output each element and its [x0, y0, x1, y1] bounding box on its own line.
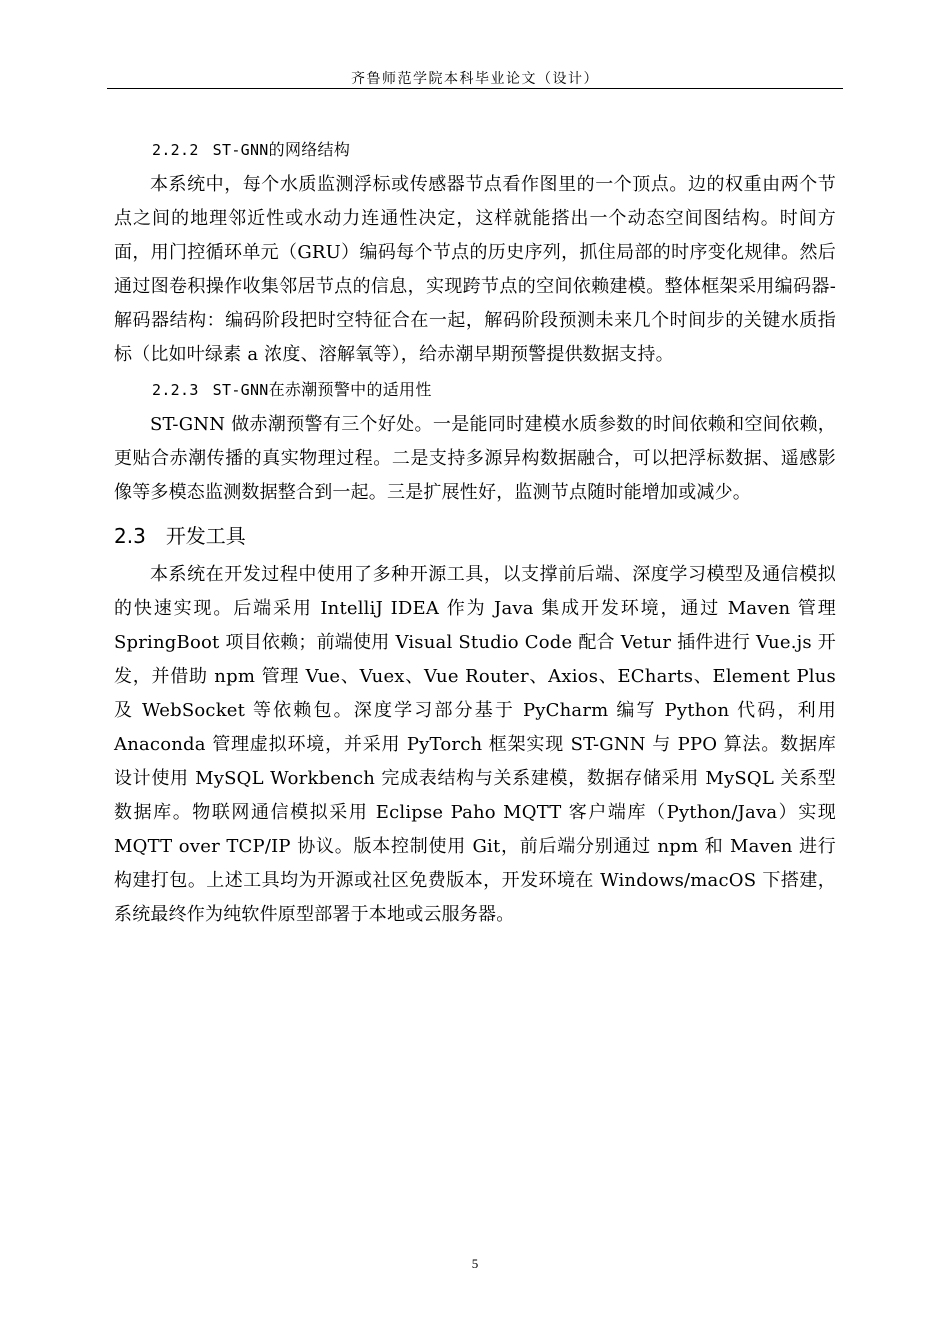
paragraph-network-structure: 本系统中，每个水质监测浮标或传感器节点看作图里的一个顶点。边的权重由两个节点之间的地理邻近性或水动力连通性决定，这样就能搭出一个动态空间图结构。时间方面，用门控循环单元（GRU）编码每个节点的历史序列，抓住局部的时序变化规律。然后通过图卷积操作收集邻居节点的信息，实现跨节点的空间依赖建模。整体框架采用编码器-解码器结构：编码阶段把时空特征合在一起，解码阶段预测未来几个时间步的关键水质指标（比如叶绿素 a 浓度、溶解氧等），给赤潮早期预警提供数据支持。	[114, 174, 836, 365]
page-header-title: 齐鲁师范学院本科毕业论文（设计）	[351, 71, 599, 87]
section-heading-2-3	[114, 518, 836, 554]
subsection-number: 2.2.2	[152, 141, 199, 159]
subsection-title-text: 在赤潮预警中的适用性	[268, 380, 432, 399]
subsection-heading-2-2-2	[114, 132, 836, 168]
section-title: 开发工具	[165, 524, 246, 548]
header-divider	[107, 88, 843, 89]
page-number: 5	[471, 1256, 479, 1271]
document-body	[114, 132, 836, 932]
subsection-title-text: 的网络结构	[268, 140, 351, 159]
subsection-title-latin: ST-GNN	[212, 141, 269, 159]
paragraph-dev-tools: 本系统在开发过程中使用了多种开源工具，以支撑前后端、深度学习模型及通信模拟的快速实现。后端采用 IntelliJ IDEA 作为 Java 集成开发环境，通过 Maven 管理 SpringBoot 项目依赖；前端使用 Visual Studio Code 配合 Vetur 插件进行 Vue.js 开发，并借助 npm 管理 Vue、Vuex、Vue Router、Axios、ECharts、Element Plus 及 WebSocket 等依赖包。深度学习部分基于 PyCharm 编写 Python 代码，利用 Anaconda 管理虚拟环境，并采用 PyTorch 框架实现 ST-GNN 与 PPO 算法。数据库设计使用 MySQL Workbench 完成表结构与关系建模，数据存储采用 MySQL 关系型数据库。物联网通信模拟采用 Eclipse Paho MQTT 客户端库（Python/Java）实现 MQTT over TCP/IP 协议。版本控制使用 Git，前后端分别通过 npm 和 Maven 进行构建打包。上述工具均为开源或社区免费版本，开发环境在 Windows/macOS 下搭建，系统最终作为纯软件原型部署于本地或云服务器。	[114, 564, 836, 925]
section-number: 2.3	[114, 524, 146, 548]
paragraph-applicability: ST-GNN 做赤潮预警有三个好处。一是能同时建模水质参数的时间依赖和空间依赖，更贴合赤潮传播的真实物理过程。二是支持多源异构数据融合，可以把浮标数据、遥感影像等多模态监测数据整合到一起。三是扩展性好，监测节点随时能增加或减少。	[114, 414, 836, 503]
subsection-heading-2-2-3	[114, 372, 836, 408]
subsection-number: 2.2.3	[152, 381, 199, 399]
subsection-title-latin: ST-GNN	[212, 381, 269, 399]
